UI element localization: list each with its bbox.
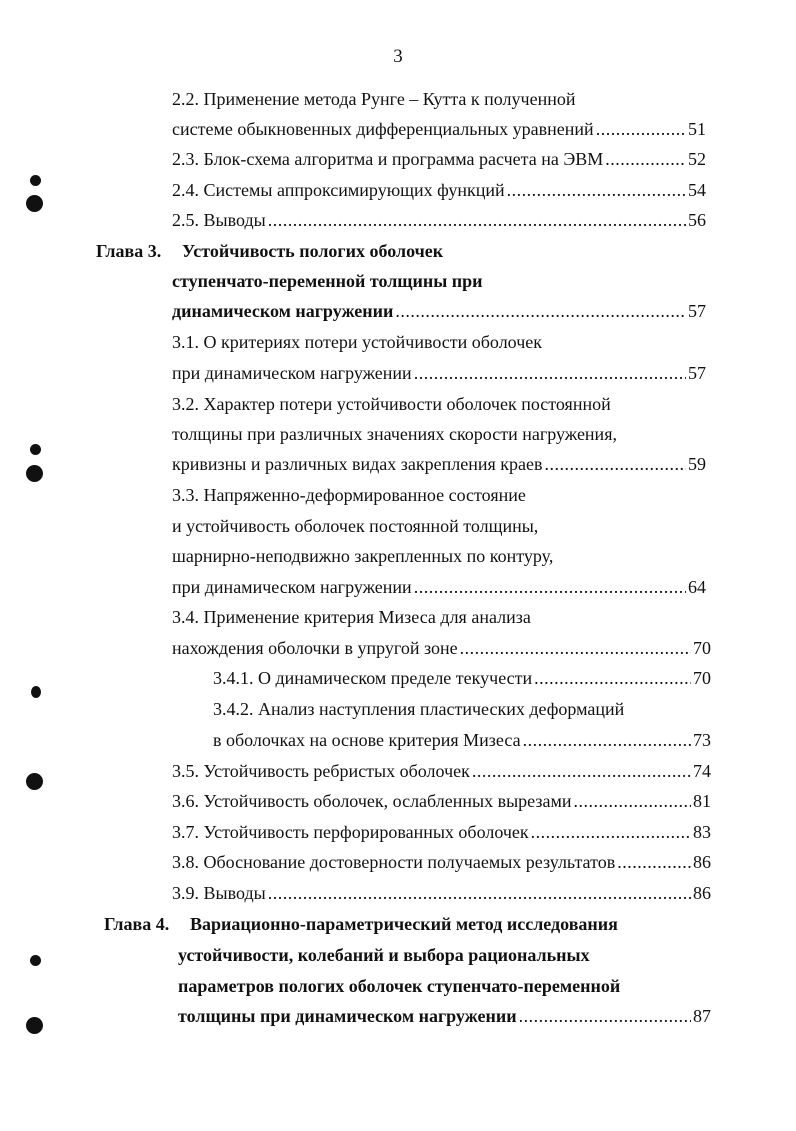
toc-entry-2-3 — [172, 147, 706, 171]
binding-hole — [26, 1017, 43, 1034]
toc-entry-3-3-line3: шарнирно-неподвижно закрепленных по контуру, — [172, 546, 554, 566]
toc-page-3-4: 70 — [693, 638, 711, 658]
binding-hole — [26, 773, 43, 790]
toc-entry-3-2 — [172, 452, 706, 476]
toc-entry-2-4 — [172, 178, 706, 202]
toc-entry-3-7-title: 3.7. Устойчивость перфорированных оболочек — [172, 822, 529, 842]
binding-hole — [26, 465, 43, 482]
binding-hole — [31, 686, 41, 698]
toc-page-ch4: 87 — [693, 1006, 711, 1026]
toc-entry-3-4-2 — [213, 728, 711, 752]
toc-page-2-4: 54 — [688, 180, 706, 200]
dot-leader — [523, 728, 691, 752]
dot-leader — [605, 147, 686, 171]
toc-entry-2-5 — [172, 208, 706, 232]
toc-page-3-4-2: 73 — [693, 730, 711, 750]
dot-leader — [574, 789, 691, 813]
toc-entry-3-9-title: 3.9. Выводы — [172, 883, 266, 903]
chapter-4-title-line2: устойчивости, колебаний и выбора рациональных — [178, 945, 590, 965]
dot-leader — [544, 452, 686, 476]
toc-entry-2-2 — [172, 117, 706, 141]
dot-leader — [414, 361, 686, 385]
dot-leader — [414, 575, 686, 599]
chapter-4-title-line1: Вариационно-параметрический метод исследования — [190, 914, 618, 934]
toc-entry-3-8-title: 3.8. Обоснование достоверности получаемых результатов — [172, 852, 616, 872]
binding-hole — [30, 955, 41, 966]
toc-entry-3-4-1 — [213, 666, 711, 690]
toc-entry-3-3-line1: 3.3. Напряженно-деформированное состояние — [172, 485, 526, 505]
toc-entry-3-7 — [172, 820, 711, 844]
dot-leader — [617, 850, 691, 874]
toc-page-3-6: 81 — [693, 791, 711, 811]
toc-entry-3-2-line2: толщины при различных значениях скорости нагружения, — [172, 424, 617, 444]
toc-entry-3-4-line1: 3.4. Применение критерия Мизеса для анализа — [172, 607, 531, 627]
dot-leader — [472, 759, 691, 783]
toc-page-3-7: 83 — [693, 822, 711, 842]
toc-page-3-8: 86 — [693, 852, 711, 872]
toc-entry-3-1-line2: при динамическом нагружении — [172, 363, 412, 383]
chapter-4-title-line3: параметров пологих оболочек ступенчато-переменной — [178, 976, 621, 996]
toc-entry-3-6-title: 3.6. Устойчивость оболочек, ослабленных вырезами — [172, 791, 572, 811]
toc-entry-3-1-line1: 3.1. О критериях потери устойчивости оболочек — [172, 332, 543, 352]
toc-page-2-2: 51 — [688, 119, 706, 139]
toc-entry-2-5-title: 2.5. Выводы — [172, 210, 266, 230]
toc-page-2-3: 52 — [688, 149, 706, 169]
dot-leader — [460, 636, 691, 660]
toc-page-3-2: 59 — [688, 454, 706, 474]
toc-entry-3-1 — [172, 361, 706, 385]
toc-page-3-3: 64 — [688, 577, 706, 597]
toc-entry-2-2-line2: системе обыкновенных дифференциальных уравнений — [172, 119, 594, 139]
toc-page-ch3: 57 — [688, 301, 706, 321]
toc-entry-3-9 — [172, 881, 711, 905]
dot-leader — [395, 299, 686, 323]
chapter-4-entry — [178, 1004, 711, 1028]
toc-entry-3-3 — [172, 575, 706, 599]
chapter-3-label: Глава 3. — [96, 241, 162, 261]
toc-page-3-1: 57 — [688, 363, 706, 383]
page-number: 3 — [393, 46, 403, 67]
toc-entry-3-2-line1: 3.2. Характер потери устойчивости оболочек постоянной — [172, 394, 611, 414]
toc-entry-3-3-line2: и устойчивость оболочек постоянной толщины, — [172, 516, 539, 536]
chapter-4-title-line4: толщины при динамическом нагружении — [178, 1006, 517, 1026]
dot-leader — [519, 1004, 691, 1028]
toc-entry-3-6 — [172, 789, 711, 813]
toc-entry-3-4 — [172, 636, 711, 660]
toc-page-2-5: 56 — [688, 210, 706, 230]
toc-page-3-5: 74 — [693, 761, 711, 781]
chapter-3-title-line1: Устойчивость пологих оболочек — [182, 241, 444, 261]
binding-hole — [30, 175, 41, 186]
toc-entry-3-8 — [172, 850, 711, 874]
toc-entry-3-2-line3: кривизны и различных видах закрепления краев — [172, 454, 543, 474]
binding-hole — [26, 195, 43, 212]
chapter-3-title-line3: динамическом нагружении — [172, 301, 394, 321]
dot-leader — [534, 666, 691, 690]
dot-leader — [268, 881, 691, 905]
binding-hole — [30, 444, 41, 455]
toc-page-3-4-1: 70 — [693, 668, 711, 688]
toc-page-3-9: 86 — [693, 883, 711, 903]
toc-entry-3-4-2-line2: в оболочках на основе критерия Мизеса — [213, 730, 521, 750]
toc-entry-3-4-line2: нахождения оболочки в упругой зоне — [172, 638, 458, 658]
toc-entry-3-4-1-title: 3.4.1. О динамическом пределе текучести — [213, 668, 533, 688]
dot-leader — [268, 208, 686, 232]
toc-entry-3-5 — [172, 759, 711, 783]
dot-leader — [596, 117, 686, 141]
toc-entry-3-4-2-line1: 3.4.2. Анализ наступления пластических деформаций — [213, 699, 625, 719]
toc-entry-2-2-line1: 2.2. Применение метода Рунге – Кутта к полученной — [172, 89, 576, 109]
chapter-3-entry — [172, 299, 706, 323]
chapter-3-title-line2: ступенчато-переменной толщины при — [172, 271, 483, 291]
dot-leader — [531, 820, 691, 844]
toc-entry-3-5-title: 3.5. Устойчивость ребристых оболочек — [172, 761, 470, 781]
toc-entry-2-3-title: 2.3. Блок-схема алгоритма и программа расчета на ЭВМ — [172, 149, 604, 169]
dot-leader — [507, 178, 686, 202]
chapter-4-label: Глава 4. — [104, 914, 170, 934]
toc-entry-3-3-line4: при динамическом нагружении — [172, 577, 412, 597]
toc-entry-2-4-title: 2.4. Системы аппроксимирующих функций — [172, 180, 505, 200]
